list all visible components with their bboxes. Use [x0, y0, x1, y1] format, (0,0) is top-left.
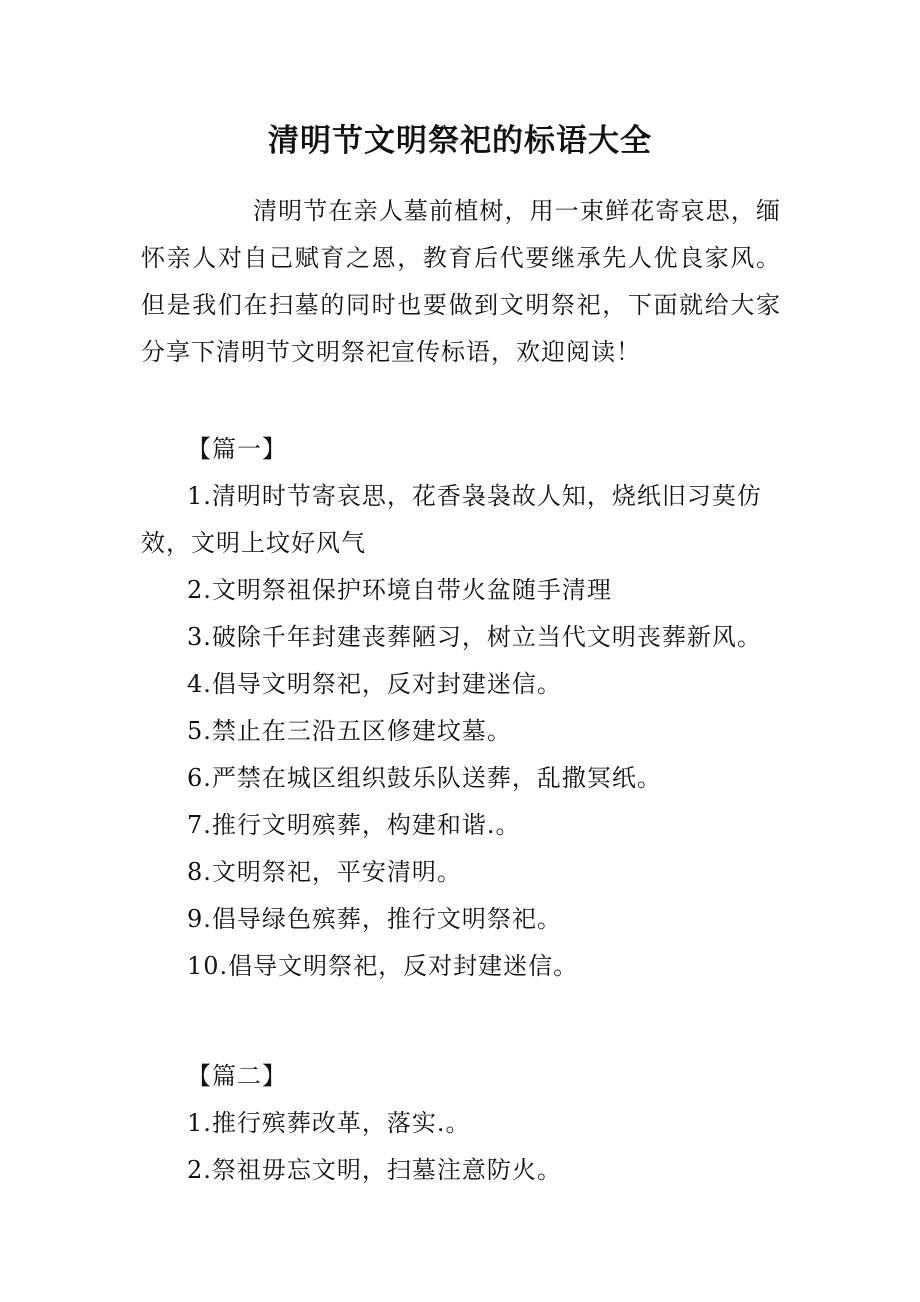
list-item: 5.禁止在三沿五区修建坟墓。 — [187, 717, 512, 745]
list-item: 8.文明祭祀，平安清明。 — [187, 858, 462, 886]
list-item: 6.严禁在城区组织鼓乐队送葬，乱撒冥纸。 — [187, 764, 662, 792]
section-one — [141, 425, 781, 990]
document-title: 清明节文明祭祀的标语大全 — [268, 123, 652, 159]
list-item: 1.推行殡葬改革，落实.。 — [187, 1109, 471, 1137]
list-item: 2.祭祖毋忘文明，扫墓注意防火。 — [187, 1156, 562, 1184]
list-item: 4.倡导文明祭祀，反对封建迷信。 — [187, 670, 562, 698]
list-item: 10.倡导文明祭祀，反对封建迷信。 — [187, 952, 579, 980]
section-two — [141, 1052, 781, 1194]
section-heading: 【篇一】 — [187, 435, 287, 463]
list-item: 2.文明祭祖保护环境自带火盆随手清理 — [187, 576, 612, 604]
list-item: 1.清明时节寄哀思，花香袅袅故人知，烧纸旧习莫仿效，文明上坟好风气 — [141, 482, 762, 557]
list-item: 3.破除千年封建丧葬陋习，树立当代文明丧葬新风。 — [187, 623, 762, 651]
list-item: 7.推行文明殡葬，构建和谐.。 — [187, 811, 521, 839]
intro-paragraph: 清明节在亲人墓前植树，用一束鲜花寄哀思，缅怀亲人对自己赋育之恩，教育后代要继承先人优良家风。但是我们在扫墓的同时也要做到文明祭祀，下面就给大家分享下清明节文明祭祀宣传标语，欢迎阅读！ — [141, 197, 781, 366]
section-heading: 【篇二】 — [187, 1062, 287, 1090]
list-item: 9.倡导绿色殡葬，推行文明祭祀。 — [187, 905, 562, 933]
